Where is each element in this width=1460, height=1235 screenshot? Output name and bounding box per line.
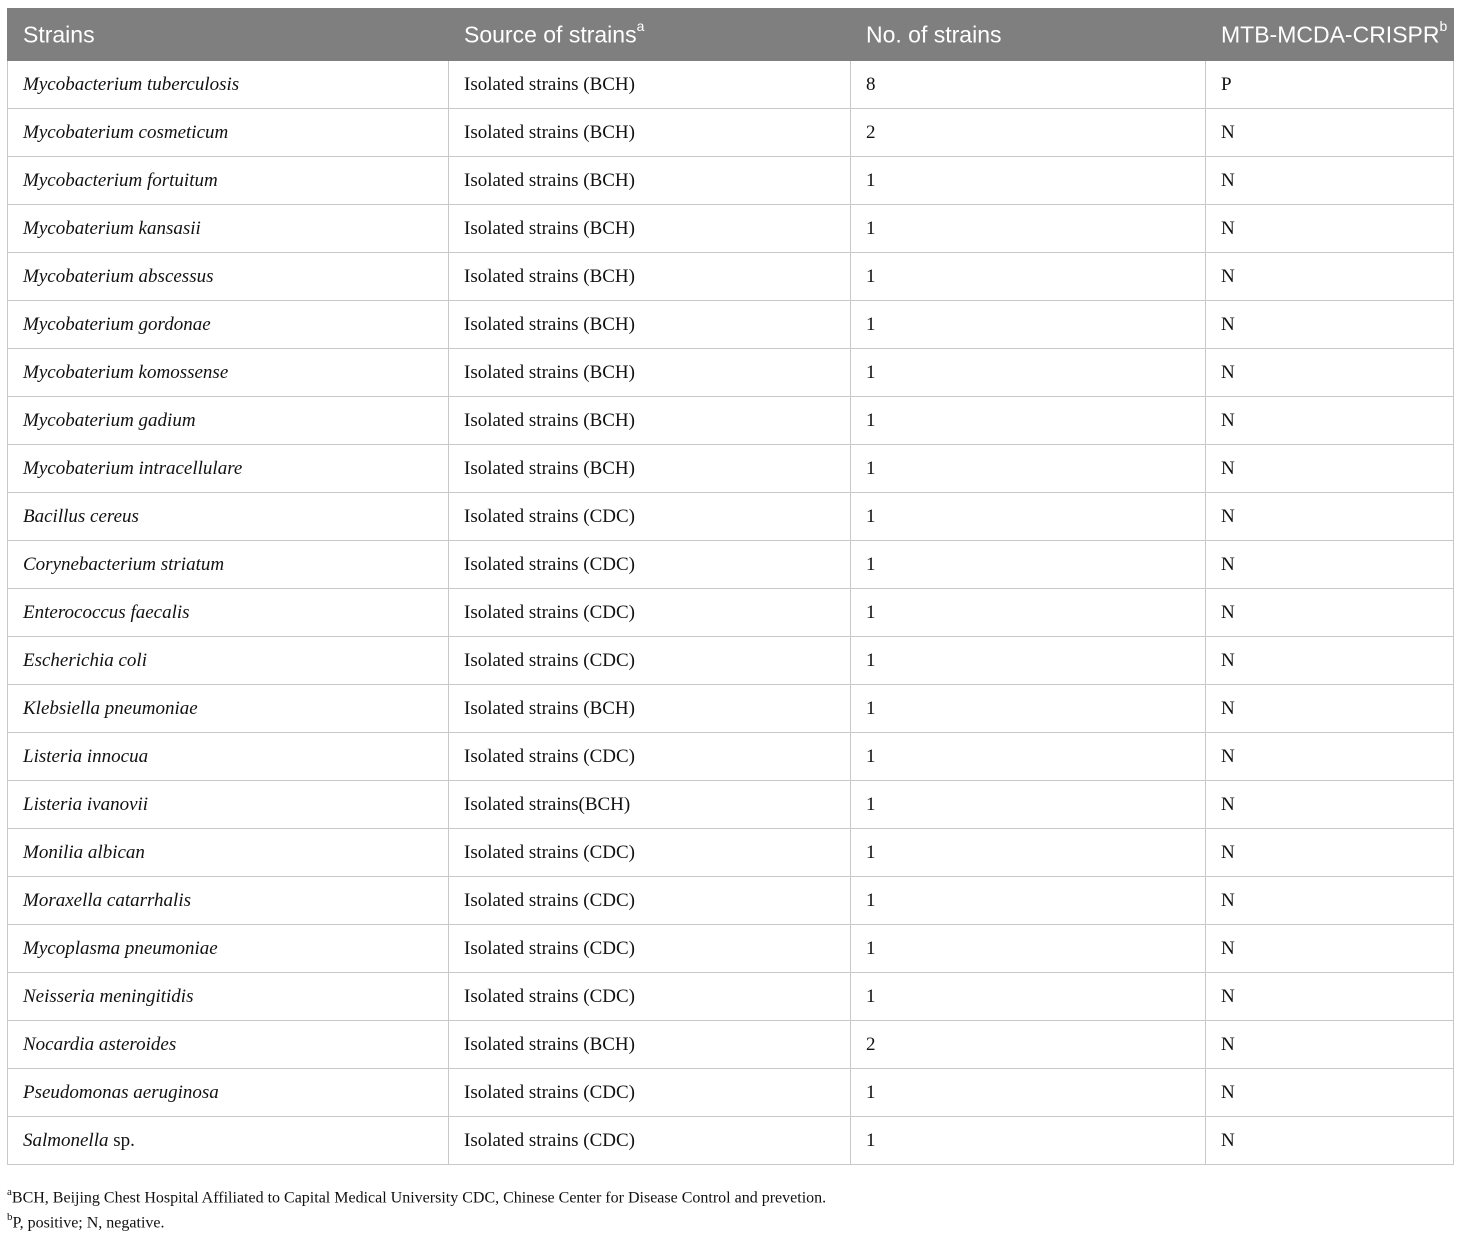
- strain-name: Mycobaterium gadium: [23, 409, 196, 431]
- source-cell: Isolated strains (BCH): [449, 1021, 851, 1069]
- strain-cell: [8, 109, 449, 157]
- count-cell: 1: [851, 733, 1206, 781]
- result-cell: N: [1206, 493, 1454, 541]
- strain-cell: [8, 301, 449, 349]
- strain-cell: [8, 61, 449, 109]
- source-cell: Isolated strains (CDC): [449, 589, 851, 637]
- result-cell: N: [1206, 589, 1454, 637]
- strain-name: Klebsiella pneumoniae: [23, 697, 198, 719]
- table-row: [8, 61, 1454, 109]
- source-cell: Isolated strains (BCH): [449, 253, 851, 301]
- table-row: [8, 685, 1454, 733]
- source-cell: Isolated strains (CDC): [449, 1117, 851, 1165]
- count-cell: 1: [851, 157, 1206, 205]
- strain-name: Mycobaterium komossense: [23, 361, 229, 383]
- strain-name: Mycoplasma pneumoniae: [23, 937, 218, 959]
- table-row: [8, 973, 1454, 1021]
- header-label: No. of strains: [866, 21, 1002, 48]
- source-cell: Isolated strains (CDC): [449, 877, 851, 925]
- table-row: [8, 733, 1454, 781]
- result-cell: P: [1206, 61, 1454, 109]
- strain-name: Mycobaterium gordonae: [23, 313, 211, 335]
- count-cell: 1: [851, 301, 1206, 349]
- footnote-text: P, positive; N, negative.: [12, 1214, 165, 1232]
- table-row: [8, 1117, 1454, 1165]
- header-count: [851, 9, 1206, 61]
- footnote-text: BCH, Beijing Chest Hospital Affiliated to Capital Medical University CDC, Chinese Center for Disease Control and prevetion.: [11, 1189, 827, 1207]
- strain-cell: [8, 493, 449, 541]
- strain-name: Moraxella catarrhalis: [23, 889, 192, 911]
- strain-cell: [8, 973, 449, 1021]
- result-cell: N: [1206, 301, 1454, 349]
- strain-cell: [8, 1069, 449, 1117]
- result-cell: N: [1206, 1021, 1454, 1069]
- count-cell: 1: [851, 253, 1206, 301]
- table-row: [8, 637, 1454, 685]
- strain-name: Mycobacterium tuberculosis: [23, 73, 240, 95]
- source-cell: Isolated strains (CDC): [449, 733, 851, 781]
- source-cell: Isolated strains (CDC): [449, 1069, 851, 1117]
- count-cell: 8: [851, 61, 1206, 109]
- strain-cell: [8, 1021, 449, 1069]
- count-cell: 1: [851, 685, 1206, 733]
- header-row: [8, 9, 1454, 61]
- table-row: [8, 829, 1454, 877]
- strain-name: Monilia albican: [23, 841, 145, 863]
- result-cell: N: [1206, 877, 1454, 925]
- result-cell: N: [1206, 973, 1454, 1021]
- strain-name: Pseudomonas aeruginosa: [23, 1081, 219, 1103]
- source-cell: Isolated strains (BCH): [449, 349, 851, 397]
- table-row: [8, 157, 1454, 205]
- footnote-mark: a: [7, 1186, 12, 1198]
- source-cell: Isolated strains(BCH): [449, 781, 851, 829]
- strain-name: Mycobaterium kansasii: [23, 217, 201, 239]
- table-body: [8, 61, 1454, 1165]
- source-cell: Isolated strains (CDC): [449, 637, 851, 685]
- count-cell: 1: [851, 205, 1206, 253]
- result-cell: N: [1206, 733, 1454, 781]
- strain-cell: [8, 589, 449, 637]
- source-cell: Isolated strains (CDC): [449, 829, 851, 877]
- header-source: [449, 9, 851, 61]
- strain-cell: [8, 541, 449, 589]
- strain-cell: [8, 685, 449, 733]
- table-row: [8, 397, 1454, 445]
- table-row: [8, 349, 1454, 397]
- strain-cell: [8, 253, 449, 301]
- strain-cell: [8, 637, 449, 685]
- result-cell: N: [1206, 205, 1454, 253]
- table-row: [8, 493, 1454, 541]
- strain-cell: [8, 397, 449, 445]
- strain-name: Listeria ivanovii: [23, 793, 149, 815]
- source-cell: Isolated strains (BCH): [449, 397, 851, 445]
- result-cell: N: [1206, 397, 1454, 445]
- strain-cell: [8, 205, 449, 253]
- count-cell: 1: [851, 781, 1206, 829]
- strain-cell: [8, 157, 449, 205]
- result-cell: N: [1206, 1117, 1454, 1165]
- count-cell: 1: [851, 445, 1206, 493]
- strain-name: Mycobacterium fortuitum: [23, 169, 218, 191]
- result-cell: N: [1206, 925, 1454, 973]
- table-row: [8, 877, 1454, 925]
- table-row: [8, 445, 1454, 493]
- table-row: [8, 301, 1454, 349]
- strain-name: Nocardia asteroides: [23, 1033, 177, 1055]
- table-row: [8, 1069, 1454, 1117]
- strain-name: Enterococcus faecalis: [23, 601, 190, 623]
- strain-cell: [8, 445, 449, 493]
- header-label: MTB-MCDA-CRISPR: [1221, 21, 1440, 48]
- source-cell: Isolated strains (CDC): [449, 541, 851, 589]
- source-cell: Isolated strains (CDC): [449, 493, 851, 541]
- strain-cell: [8, 349, 449, 397]
- strain-cell: [8, 829, 449, 877]
- strain-cell: [8, 733, 449, 781]
- strains-table: [7, 8, 1454, 1165]
- result-cell: N: [1206, 541, 1454, 589]
- source-cell: Isolated strains (BCH): [449, 205, 851, 253]
- strain-name: Salmonella: [23, 1129, 109, 1151]
- strain-suffix: sp.: [108, 1129, 135, 1151]
- count-cell: 1: [851, 1069, 1206, 1117]
- header-sup: a: [636, 17, 645, 34]
- strain-name: Mycobaterium abscessus: [23, 265, 214, 287]
- strain-cell: [8, 1117, 449, 1165]
- table-row: [8, 205, 1454, 253]
- source-cell: Isolated strains (BCH): [449, 445, 851, 493]
- count-cell: 1: [851, 349, 1206, 397]
- strain-name: Neisseria meningitidis: [23, 985, 194, 1007]
- table-row: [8, 781, 1454, 829]
- strain-cell: [8, 925, 449, 973]
- result-cell: N: [1206, 637, 1454, 685]
- count-cell: 1: [851, 829, 1206, 877]
- source-cell: Isolated strains (CDC): [449, 973, 851, 1021]
- source-cell: Isolated strains (BCH): [449, 157, 851, 205]
- source-cell: Isolated strains (BCH): [449, 109, 851, 157]
- count-cell: 1: [851, 589, 1206, 637]
- footnote-b: [7, 1206, 826, 1231]
- result-cell: N: [1206, 445, 1454, 493]
- result-cell: N: [1206, 829, 1454, 877]
- strain-cell: [8, 877, 449, 925]
- table-header: [8, 9, 1454, 61]
- result-cell: N: [1206, 685, 1454, 733]
- strain-cell: [8, 781, 449, 829]
- table-row: [8, 925, 1454, 973]
- strain-name: Escherichia coli: [23, 649, 147, 671]
- footnote-mark: b: [7, 1211, 13, 1223]
- table-row: [8, 541, 1454, 589]
- result-cell: N: [1206, 349, 1454, 397]
- source-cell: Isolated strains (CDC): [449, 925, 851, 973]
- result-cell: N: [1206, 109, 1454, 157]
- count-cell: 1: [851, 397, 1206, 445]
- table-row: [8, 1021, 1454, 1069]
- source-cell: Isolated strains (BCH): [449, 685, 851, 733]
- table-row: [8, 109, 1454, 157]
- header-label: Source of strains: [464, 21, 637, 48]
- count-cell: 1: [851, 493, 1206, 541]
- strain-name: Bacillus cereus: [23, 505, 139, 527]
- count-cell: 1: [851, 973, 1206, 1021]
- footnotes: [7, 1181, 826, 1231]
- result-cell: N: [1206, 253, 1454, 301]
- source-cell: Isolated strains (BCH): [449, 61, 851, 109]
- header-label: Strains: [23, 21, 95, 48]
- result-cell: N: [1206, 1069, 1454, 1117]
- count-cell: 1: [851, 1117, 1206, 1165]
- strain-name: Mycobaterium cosmeticum: [23, 121, 229, 143]
- count-cell: 2: [851, 109, 1206, 157]
- table-row: [8, 589, 1454, 637]
- header-sup: b: [1439, 17, 1448, 34]
- count-cell: 1: [851, 637, 1206, 685]
- header-result: [1206, 9, 1454, 61]
- count-cell: 1: [851, 877, 1206, 925]
- count-cell: 2: [851, 1021, 1206, 1069]
- header-strains: [8, 9, 449, 61]
- strain-name: Corynebacterium striatum: [23, 553, 225, 575]
- source-cell: Isolated strains (BCH): [449, 301, 851, 349]
- count-cell: 1: [851, 925, 1206, 973]
- footnote-a: [7, 1181, 826, 1206]
- strain-name: Mycobaterium intracellulare: [23, 457, 243, 479]
- table-row: [8, 253, 1454, 301]
- strain-name: Listeria innocua: [23, 745, 149, 767]
- count-cell: 1: [851, 541, 1206, 589]
- result-cell: N: [1206, 781, 1454, 829]
- result-cell: N: [1206, 157, 1454, 205]
